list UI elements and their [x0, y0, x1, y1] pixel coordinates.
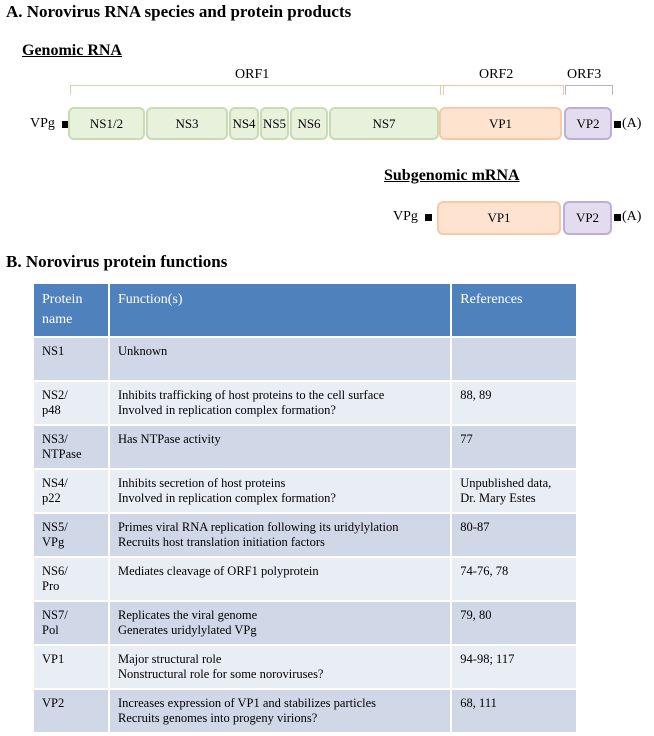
references-cell — [452, 380, 578, 424]
segment-ns6: NS6 — [290, 107, 328, 140]
protein-cell-line: VP1 — [42, 652, 65, 666]
functions-cell-line: Recruits host translation initiation factors — [117, 535, 325, 549]
functions-cell — [110, 380, 452, 424]
protein-cell-line: NS4/ — [42, 476, 68, 490]
references-cell — [452, 336, 578, 380]
functions-cell — [110, 424, 452, 468]
references-cell-line: Unpublished data, — [460, 476, 552, 490]
table-row — [34, 468, 578, 512]
subgenomic-segment-vp2: VP2 — [563, 201, 612, 235]
protein-cell — [34, 644, 110, 688]
protein-cell-line: VPg — [42, 535, 65, 549]
subgenomic-vpg-label: VPg — [393, 209, 418, 224]
table-body — [34, 336, 578, 732]
column-header-protein-text: Protein name — [42, 292, 83, 327]
functions-cell-line: Unknown — [117, 344, 168, 358]
functions-cell-line: Inhibits secretion of host proteins — [117, 476, 286, 490]
table-row — [34, 512, 578, 556]
protein-cell-line: NS5/ — [42, 520, 68, 534]
segment-ns3: NS3 — [146, 107, 228, 140]
orf3-label: ORF3 — [567, 67, 602, 82]
orf2-bracket — [440, 85, 564, 95]
functions-cell-line: Nonstructural role for some noroviruses? — [117, 667, 324, 681]
protein-cell — [34, 424, 110, 468]
references-cell — [452, 644, 578, 688]
genomic-rna-label: Genomic RNA — [22, 42, 122, 59]
references-cell-line: 94-98; 117 — [460, 652, 515, 666]
references-cell — [452, 468, 578, 512]
protein-cell-line: NS7/ — [42, 608, 68, 622]
segment-ns5: NS5 — [260, 107, 289, 140]
functions-cell — [110, 688, 452, 732]
protein-cell-line: p48 — [42, 403, 61, 417]
table-row — [34, 424, 578, 468]
genomic-vpg-label: VPg — [30, 116, 55, 131]
table-row — [34, 556, 578, 600]
protein-cell-line: NTPase — [42, 447, 82, 461]
functions-cell — [110, 600, 452, 644]
references-cell — [452, 688, 578, 732]
protein-cell-line: Pro — [42, 579, 60, 593]
protein-cell-line: NS2/ — [42, 388, 68, 402]
functions-cell-line: Primes viral RNA replication following its uridylylation — [117, 520, 399, 534]
column-header-functions: Function(s) — [110, 284, 452, 336]
orf1-bracket — [70, 85, 444, 95]
functions-cell-line: Generates uridylylated VPg — [117, 623, 257, 637]
references-cell-line: 77 — [460, 432, 473, 446]
functions-cell-line: Inhibits trafficking of host proteins to the cell surface — [117, 388, 385, 402]
protein-cell-line: p22 — [42, 491, 61, 505]
column-header-protein — [34, 284, 110, 336]
section-b-title: B. Norovirus protein functions — [6, 252, 228, 271]
subgenomic-polya-cap — [614, 214, 621, 221]
column-header-references: References — [452, 284, 578, 336]
orf2-label: ORF2 — [479, 67, 514, 82]
references-cell — [452, 424, 578, 468]
table-row — [34, 644, 578, 688]
segment-ns4: NS4 — [229, 107, 259, 140]
references-cell-line: 68, 111 — [460, 696, 497, 710]
subgenomic-segment-vp1: VP1 — [437, 201, 561, 235]
subgenomic-vpg-cap — [425, 214, 432, 221]
segment-vp2: VP2 — [564, 107, 612, 140]
references-cell — [452, 512, 578, 556]
functions-cell — [110, 556, 452, 600]
functions-cell-line: Involved in replication complex formation? — [117, 403, 336, 417]
table-header-row — [34, 284, 578, 336]
subgenomic-polya-label: (A) — [622, 209, 642, 224]
protein-cell-line: NS1 — [42, 344, 65, 358]
references-cell-line: 74-76, 78 — [460, 564, 509, 578]
protein-cell — [34, 600, 110, 644]
functions-cell-line: Increases expression of VP1 and stabilizes particles — [117, 696, 377, 710]
references-cell-line: 80-87 — [460, 520, 490, 534]
table-row — [34, 380, 578, 424]
references-cell-line: Dr. Mary Estes — [460, 491, 536, 505]
protein-cell-line: VP2 — [42, 696, 65, 710]
functions-cell-line: Involved in replication complex formation? — [117, 491, 336, 505]
genomic-polya-cap — [614, 121, 621, 128]
functions-cell-line: Recruits genomes into progeny virions? — [117, 711, 318, 725]
protein-cell — [34, 380, 110, 424]
protein-functions-table — [34, 284, 578, 732]
protein-cell — [34, 336, 110, 380]
functions-cell-line: Major structural role — [117, 652, 222, 666]
segment-ns1-2: NS1/2 — [68, 107, 145, 140]
functions-cell — [110, 512, 452, 556]
table-row — [34, 600, 578, 644]
orf1-label: ORF1 — [235, 67, 270, 82]
functions-cell-line: Replicates the viral genome — [117, 608, 258, 622]
functions-cell-line: Has NTPase activity — [117, 432, 221, 446]
subgenomic-mrna-label: Subgenomic mRNA — [384, 167, 520, 184]
table-row — [34, 688, 578, 732]
section-a-title: A. Norovirus RNA species and protein products — [6, 2, 352, 21]
references-cell-line: 88, 89 — [460, 388, 492, 402]
segment-ns7: NS7 — [329, 107, 439, 140]
protein-cell-line: Pol — [42, 623, 59, 637]
references-cell — [452, 600, 578, 644]
segment-vp1: VP1 — [439, 107, 562, 140]
references-cell-line: 79, 80 — [460, 608, 492, 622]
functions-cell — [110, 468, 452, 512]
protein-cell-line: NS3/ — [42, 432, 68, 446]
protein-cell — [34, 556, 110, 600]
orf3-bracket — [565, 85, 613, 95]
table-row — [34, 336, 578, 380]
functions-cell — [110, 336, 452, 380]
functions-cell — [110, 644, 452, 688]
references-cell — [452, 556, 578, 600]
protein-cell — [34, 468, 110, 512]
protein-cell-line: NS6/ — [42, 564, 68, 578]
protein-cell — [34, 512, 110, 556]
genomic-polya-label: (A) — [622, 116, 642, 131]
protein-cell — [34, 688, 110, 732]
functions-cell-line: Mediates cleavage of ORF1 polyprotein — [117, 564, 319, 578]
